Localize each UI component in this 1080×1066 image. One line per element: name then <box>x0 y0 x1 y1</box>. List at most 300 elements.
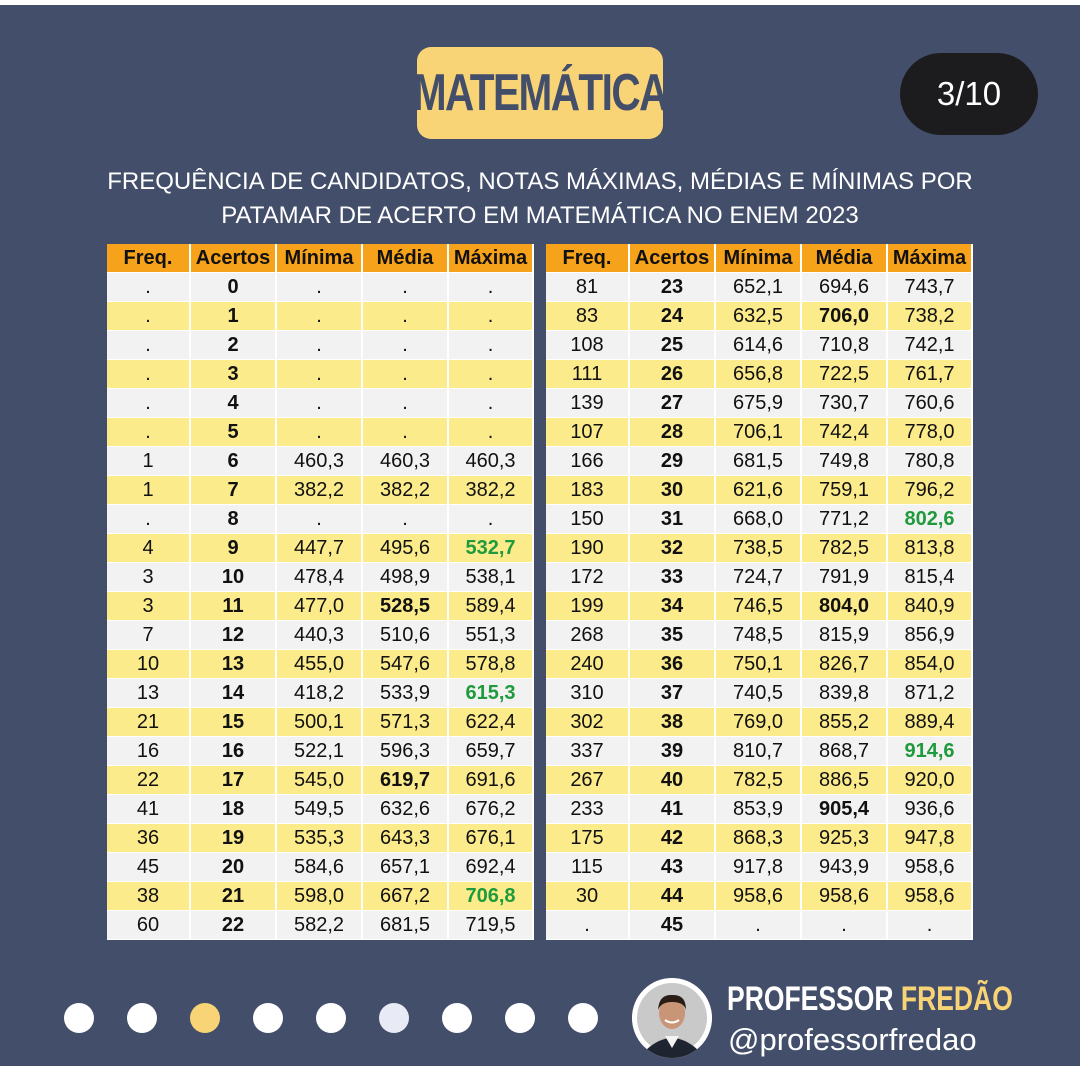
header-maxima: Máxima <box>449 244 534 273</box>
page-dot-1[interactable] <box>64 1003 94 1033</box>
cell-freq: 7 <box>107 621 191 650</box>
cell-media: 681,5 <box>363 911 449 940</box>
table-row <box>107 795 534 824</box>
brand-name-part2: FREDÃO <box>900 980 1013 1018</box>
cell-freq: 1 <box>107 447 191 476</box>
cell-freq: 337 <box>546 737 630 766</box>
cell-acertos: 31 <box>630 505 716 534</box>
cell-maxima: 936,6 <box>888 795 973 824</box>
cell-minima: 621,6 <box>716 476 802 505</box>
cell-media: 943,9 <box>802 853 888 882</box>
cell-minima: 632,5 <box>716 302 802 331</box>
cell-minima: 614,6 <box>716 331 802 360</box>
cell-minima: 958,6 <box>716 882 802 911</box>
cell-media: 657,1 <box>363 853 449 882</box>
cell-freq: . <box>107 360 191 389</box>
cell-acertos: 17 <box>191 766 277 795</box>
cell-acertos: 20 <box>191 853 277 882</box>
cell-minima: 748,5 <box>716 621 802 650</box>
table-row <box>546 766 973 795</box>
cell-freq: 108 <box>546 331 630 360</box>
cell-minima: 549,5 <box>277 795 363 824</box>
cell-freq: 41 <box>107 795 191 824</box>
header-acertos: Acertos <box>191 244 277 273</box>
table-row <box>546 853 973 882</box>
cell-acertos: 13 <box>191 650 277 679</box>
cell-minima: 598,0 <box>277 882 363 911</box>
cell-freq: 21 <box>107 708 191 737</box>
table-row <box>546 737 973 766</box>
cell-maxima: 382,2 <box>449 476 534 505</box>
cell-freq: 302 <box>546 708 630 737</box>
cell-acertos: 42 <box>630 824 716 853</box>
cell-acertos: 45 <box>630 911 716 940</box>
cell-freq: 107 <box>546 418 630 447</box>
cell-minima: 584,6 <box>277 853 363 882</box>
cell-freq: . <box>107 331 191 360</box>
table-row <box>546 621 973 650</box>
cell-acertos: 3 <box>191 360 277 389</box>
cell-maxima: 659,7 <box>449 737 534 766</box>
cell-media: 886,5 <box>802 766 888 795</box>
brand-name-part1: PROFESSOR <box>727 980 901 1018</box>
table-row <box>107 708 534 737</box>
cell-acertos: 7 <box>191 476 277 505</box>
cell-acertos: 23 <box>630 273 716 302</box>
table-row <box>107 360 534 389</box>
table-row <box>107 824 534 853</box>
cell-minima: . <box>277 418 363 447</box>
cell-maxima: . <box>449 418 534 447</box>
cell-freq: . <box>107 273 191 302</box>
cell-freq: 111 <box>546 360 630 389</box>
cell-freq: 16 <box>107 737 191 766</box>
cell-acertos: 40 <box>630 766 716 795</box>
table-row <box>107 389 534 418</box>
cell-minima: 740,5 <box>716 679 802 708</box>
cell-minima: 738,5 <box>716 534 802 563</box>
header-media: Média <box>363 244 449 273</box>
cell-maxima: 871,2 <box>888 679 973 708</box>
cell-maxima: 460,3 <box>449 447 534 476</box>
avatar <box>632 978 712 1058</box>
cell-acertos: 4 <box>191 389 277 418</box>
cell-freq: 233 <box>546 795 630 824</box>
table-row <box>546 302 973 331</box>
cell-maxima: 532,7 <box>449 534 534 563</box>
cell-acertos: 10 <box>191 563 277 592</box>
cell-media: 791,9 <box>802 563 888 592</box>
table-row <box>546 447 973 476</box>
page-indicator: 3/10 <box>900 53 1038 135</box>
table-row <box>107 766 534 795</box>
cell-media: 710,8 <box>802 331 888 360</box>
table-row <box>107 737 534 766</box>
cell-freq: 45 <box>107 853 191 882</box>
cell-media: 571,3 <box>363 708 449 737</box>
cell-media: 498,9 <box>363 563 449 592</box>
cell-maxima: 854,0 <box>888 650 973 679</box>
cell-maxima: 840,9 <box>888 592 973 621</box>
cell-maxima: 958,6 <box>888 853 973 882</box>
cell-maxima: 815,4 <box>888 563 973 592</box>
cell-maxima: . <box>449 360 534 389</box>
cell-media: . <box>363 505 449 534</box>
cell-maxima: 780,8 <box>888 447 973 476</box>
cell-freq: 115 <box>546 853 630 882</box>
table-row <box>107 563 534 592</box>
cell-minima: 582,2 <box>277 911 363 940</box>
subtitle <box>90 165 990 233</box>
table-left <box>107 244 534 940</box>
page-dot-6[interactable] <box>379 1003 409 1033</box>
cell-freq: 240 <box>546 650 630 679</box>
cell-maxima: 551,3 <box>449 621 534 650</box>
cell-minima: . <box>277 360 363 389</box>
cell-media: 632,6 <box>363 795 449 824</box>
cell-maxima: . <box>449 331 534 360</box>
cell-acertos: 36 <box>630 650 716 679</box>
cell-freq: 22 <box>107 766 191 795</box>
cell-media: . <box>363 360 449 389</box>
table-row <box>107 273 534 302</box>
cell-maxima: 676,1 <box>449 824 534 853</box>
cell-acertos: 25 <box>630 331 716 360</box>
table-row <box>107 650 534 679</box>
cell-maxima: 760,6 <box>888 389 973 418</box>
header-freq: Freq. <box>107 244 191 273</box>
cell-minima: . <box>716 911 802 940</box>
table-row <box>107 331 534 360</box>
cell-acertos: 2 <box>191 331 277 360</box>
brand-name <box>727 980 1013 1019</box>
cell-maxima: 692,4 <box>449 853 534 882</box>
cell-maxima: 796,2 <box>888 476 973 505</box>
cell-freq: . <box>107 389 191 418</box>
cell-maxima: 742,1 <box>888 331 973 360</box>
page-dot-4[interactable] <box>253 1003 283 1033</box>
cell-minima: 810,7 <box>716 737 802 766</box>
header-minima: Mínima <box>277 244 363 273</box>
cell-minima: 460,3 <box>277 447 363 476</box>
table-row <box>107 476 534 505</box>
cell-media: 510,6 <box>363 621 449 650</box>
table-row <box>546 505 973 534</box>
cell-acertos: 9 <box>191 534 277 563</box>
brand-handle: @professorfredao <box>728 1022 977 1057</box>
cell-acertos: 21 <box>191 882 277 911</box>
cell-minima: 455,0 <box>277 650 363 679</box>
table-row <box>107 911 534 940</box>
cell-freq: 199 <box>546 592 630 621</box>
cell-maxima: . <box>449 505 534 534</box>
cell-freq: 83 <box>546 302 630 331</box>
cell-maxima: . <box>449 389 534 418</box>
cell-minima: 478,4 <box>277 563 363 592</box>
cell-acertos: 32 <box>630 534 716 563</box>
cell-maxima: 622,4 <box>449 708 534 737</box>
cell-acertos: 0 <box>191 273 277 302</box>
cell-media: 596,3 <box>363 737 449 766</box>
cell-media: 619,7 <box>363 766 449 795</box>
cell-minima: 652,1 <box>716 273 802 302</box>
table-row <box>546 650 973 679</box>
cell-media: 730,7 <box>802 389 888 418</box>
cell-media: 694,6 <box>802 273 888 302</box>
cell-freq: . <box>107 418 191 447</box>
cell-freq: 30 <box>546 882 630 911</box>
cell-acertos: 39 <box>630 737 716 766</box>
cell-media: 958,6 <box>802 882 888 911</box>
cell-media: 547,6 <box>363 650 449 679</box>
cell-maxima: 578,8 <box>449 650 534 679</box>
table-row <box>546 360 973 389</box>
cell-minima: 500,1 <box>277 708 363 737</box>
cell-acertos: 35 <box>630 621 716 650</box>
cell-maxima: 743,7 <box>888 273 973 302</box>
cell-minima: . <box>277 505 363 534</box>
table-row <box>546 331 973 360</box>
table-row <box>546 592 973 621</box>
cell-maxima: 676,2 <box>449 795 534 824</box>
cell-maxima: 802,6 <box>888 505 973 534</box>
cell-maxima: 914,6 <box>888 737 973 766</box>
cell-acertos: 43 <box>630 853 716 882</box>
cell-media: 782,5 <box>802 534 888 563</box>
table-header-row <box>107 244 534 273</box>
page-dot-3[interactable] <box>190 1003 220 1033</box>
cell-minima: 917,8 <box>716 853 802 882</box>
table-row <box>107 592 534 621</box>
cell-maxima: 615,3 <box>449 679 534 708</box>
avatar-photo-icon <box>632 978 712 1058</box>
cell-minima: 706,1 <box>716 418 802 447</box>
cell-minima: 668,0 <box>716 505 802 534</box>
page-dot-5[interactable] <box>316 1003 346 1033</box>
cell-media: 460,3 <box>363 447 449 476</box>
cell-freq: 13 <box>107 679 191 708</box>
cell-acertos: 12 <box>191 621 277 650</box>
cell-acertos: 22 <box>191 911 277 940</box>
cell-media: 706,0 <box>802 302 888 331</box>
cell-minima: 418,2 <box>277 679 363 708</box>
table-row <box>107 621 534 650</box>
cell-minima: 535,3 <box>277 824 363 853</box>
cell-media: 667,2 <box>363 882 449 911</box>
cell-acertos: 29 <box>630 447 716 476</box>
cell-acertos: 27 <box>630 389 716 418</box>
cell-freq: 166 <box>546 447 630 476</box>
cell-media: 742,4 <box>802 418 888 447</box>
table-row <box>107 418 534 447</box>
cell-minima: 681,5 <box>716 447 802 476</box>
cell-freq: . <box>107 302 191 331</box>
cell-maxima: 719,5 <box>449 911 534 940</box>
cell-acertos: 15 <box>191 708 277 737</box>
table-right <box>546 244 973 940</box>
page-dot-9[interactable] <box>568 1003 598 1033</box>
cell-acertos: 26 <box>630 360 716 389</box>
cell-acertos: 6 <box>191 447 277 476</box>
cell-media: . <box>802 911 888 940</box>
cell-acertos: 44 <box>630 882 716 911</box>
cell-media: 815,9 <box>802 621 888 650</box>
table-row <box>546 882 973 911</box>
cell-acertos: 28 <box>630 418 716 447</box>
cell-maxima: 920,0 <box>888 766 973 795</box>
cell-freq: 81 <box>546 273 630 302</box>
cell-media: 722,5 <box>802 360 888 389</box>
cell-maxima: 813,8 <box>888 534 973 563</box>
page-dot-2[interactable] <box>127 1003 157 1033</box>
cell-media: 804,0 <box>802 592 888 621</box>
cell-acertos: 16 <box>191 737 277 766</box>
cell-minima: 782,5 <box>716 766 802 795</box>
cell-maxima: . <box>449 302 534 331</box>
cell-media: . <box>363 302 449 331</box>
cell-media: 533,9 <box>363 679 449 708</box>
cell-acertos: 11 <box>191 592 277 621</box>
cell-media: 643,3 <box>363 824 449 853</box>
cell-minima: . <box>277 389 363 418</box>
cell-maxima: 691,6 <box>449 766 534 795</box>
cell-media: 839,8 <box>802 679 888 708</box>
cell-media: 826,7 <box>802 650 888 679</box>
cell-freq: 267 <box>546 766 630 795</box>
cell-media: 528,5 <box>363 592 449 621</box>
cell-freq: 175 <box>546 824 630 853</box>
cell-maxima: 738,2 <box>888 302 973 331</box>
cell-minima: . <box>277 273 363 302</box>
cell-acertos: 30 <box>630 476 716 505</box>
table-row <box>546 679 973 708</box>
table-row <box>107 505 534 534</box>
table-row <box>546 911 973 940</box>
cell-freq: 10 <box>107 650 191 679</box>
cell-acertos: 37 <box>630 679 716 708</box>
cell-freq: 190 <box>546 534 630 563</box>
cell-minima: 868,3 <box>716 824 802 853</box>
cell-minima: 746,5 <box>716 592 802 621</box>
cell-freq: 4 <box>107 534 191 563</box>
cell-media: 771,2 <box>802 505 888 534</box>
table-row <box>546 476 973 505</box>
cell-freq: 36 <box>107 824 191 853</box>
cell-acertos: 8 <box>191 505 277 534</box>
cell-maxima: 761,7 <box>888 360 973 389</box>
cell-acertos: 14 <box>191 679 277 708</box>
table-row <box>546 418 973 447</box>
cell-media: 382,2 <box>363 476 449 505</box>
cell-media: . <box>363 418 449 447</box>
table-row <box>107 302 534 331</box>
cell-acertos: 41 <box>630 795 716 824</box>
cell-maxima: . <box>449 273 534 302</box>
cell-freq: 60 <box>107 911 191 940</box>
cell-acertos: 33 <box>630 563 716 592</box>
cell-media: 495,6 <box>363 534 449 563</box>
cell-minima: 724,7 <box>716 563 802 592</box>
table-row <box>546 273 973 302</box>
cell-freq: 172 <box>546 563 630 592</box>
header-acertos: Acertos <box>630 244 716 273</box>
table-row <box>107 853 534 882</box>
cell-freq: 38 <box>107 882 191 911</box>
cell-minima: 675,9 <box>716 389 802 418</box>
cell-acertos: 34 <box>630 592 716 621</box>
subtitle-line-1: FREQUÊNCIA DE CANDIDATOS, NOTAS MÁXIMAS, MÉDIAS E MÍNIMAS POR <box>107 168 973 195</box>
cell-acertos: 1 <box>191 302 277 331</box>
cell-minima: 382,2 <box>277 476 363 505</box>
table-row <box>107 534 534 563</box>
cell-freq: 150 <box>546 505 630 534</box>
cell-minima: 440,3 <box>277 621 363 650</box>
cell-minima: 447,7 <box>277 534 363 563</box>
cell-media: 855,2 <box>802 708 888 737</box>
subtitle-line-2: PATAMAR DE ACERTO EM MATEMÁTICA NO ENEM 2023 <box>221 202 859 229</box>
header-minima: Mínima <box>716 244 802 273</box>
cell-maxima: 589,4 <box>449 592 534 621</box>
cell-minima: 477,0 <box>277 592 363 621</box>
cell-minima: 853,9 <box>716 795 802 824</box>
cell-freq: 3 <box>107 563 191 592</box>
cell-media: 868,7 <box>802 737 888 766</box>
header-freq: Freq. <box>546 244 630 273</box>
title-badge <box>412 47 668 139</box>
cell-maxima: 538,1 <box>449 563 534 592</box>
table-row <box>107 447 534 476</box>
table-row <box>546 824 973 853</box>
header-media: Média <box>802 244 888 273</box>
cell-minima: 769,0 <box>716 708 802 737</box>
cell-media: 749,8 <box>802 447 888 476</box>
cell-media: 925,3 <box>802 824 888 853</box>
cell-maxima: 889,4 <box>888 708 973 737</box>
table-row <box>546 534 973 563</box>
cell-minima: 656,8 <box>716 360 802 389</box>
cell-maxima: 947,8 <box>888 824 973 853</box>
cell-freq: 139 <box>546 389 630 418</box>
cell-minima: 750,1 <box>716 650 802 679</box>
cell-maxima: 856,9 <box>888 621 973 650</box>
cell-maxima: 778,0 <box>888 418 973 447</box>
table-row <box>546 563 973 592</box>
cell-acertos: 38 <box>630 708 716 737</box>
cell-media: . <box>363 273 449 302</box>
cell-media: 905,4 <box>802 795 888 824</box>
cell-acertos: 5 <box>191 418 277 447</box>
page-dot-8[interactable] <box>505 1003 535 1033</box>
cell-freq: . <box>107 505 191 534</box>
page-dot-7[interactable] <box>442 1003 472 1033</box>
header-maxima: Máxima <box>888 244 973 273</box>
cell-freq: 1 <box>107 476 191 505</box>
cell-media: 759,1 <box>802 476 888 505</box>
cell-maxima: 706,8 <box>449 882 534 911</box>
table-row <box>107 882 534 911</box>
cell-minima: . <box>277 302 363 331</box>
page-title: MATEMÁTICA <box>412 64 668 122</box>
cell-freq: 268 <box>546 621 630 650</box>
cell-acertos: 18 <box>191 795 277 824</box>
table-row <box>107 679 534 708</box>
cell-freq: 3 <box>107 592 191 621</box>
cell-freq: 183 <box>546 476 630 505</box>
cell-minima: 545,0 <box>277 766 363 795</box>
table-row <box>546 708 973 737</box>
cell-freq: . <box>546 911 630 940</box>
table-header-row <box>546 244 973 273</box>
